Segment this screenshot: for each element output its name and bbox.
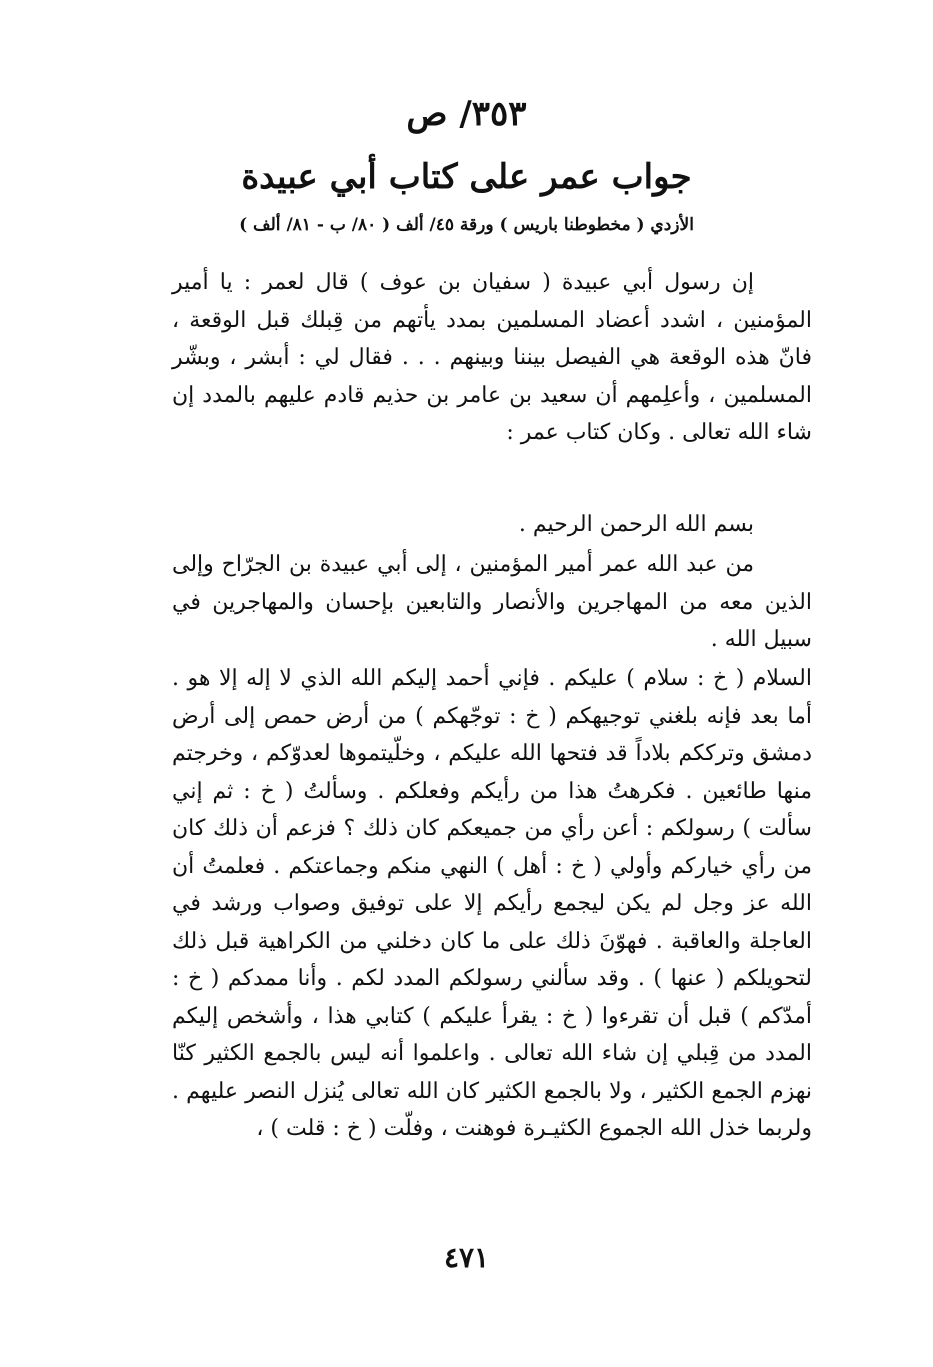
basmala-block — [172, 506, 812, 544]
address-paragraph: من عبد الله عمر أمير المؤمنين ، إلى أبي عبيدة بن الجرّاح وإلى الذين معه من المهاجرين والأنصار والتابعين بإحسان والمهاجرين في سبيل الله . — [172, 552, 812, 652]
source-citation: الأزدي ( مخطوطنا باريس ) ورقة ٤٥/ ألف ( ٨٠/ ب - ٨١/ ألف ) — [239, 215, 694, 235]
document-title: جواب عمر على كتاب أبي عبيدة — [241, 157, 692, 197]
document-number: ٣٥٣/ ص — [406, 94, 527, 134]
intro-paragraph-block — [172, 264, 812, 452]
letter-paragraph: السلام ( خ : سلام ) عليكم . فإني أحمد إليكم الله الذي لا إله إلا هو . أما بعد فإنه بلغني توجيهكم ( خ : توجّهكم ) من أرض حمص إلى أرض دمشق وترككم بلاداً قد فتحها الله عليكم ، وخلّيتموها لعدوّكم ، وخرجتم منها طائعين . فكرهتُ هذا من رأيكم وفعلكم . وسألتُ ( خ : ثم إني سألت ) رسولكم : أعن رأي من جميعكم كان ذلك ؟ فزعم أن ذلك كان من رأي خياركم وأولي ( خ : أهل ) النهي منكم وجماعتكم . فعلمتُ أن الله عز وجل لم يكن ليجمع رأيكم إلا على توفيق وصواب ورشد في العاجلة والعاقبة . فهوّنَ ذلك على ما كان دخلني من الكراهية قبل ذلك لتحويلكم ( عنها ) . وقد سألني رسولكم المدد لكم . وأنا ممدكم ( خ : أمدّكم ) قبل أن تقرءوا ( خ : يقرأ عليكم ) كتابي هذا ، وأشخص إليكم المدد من قِبلي إن شاء الله تعالى . واعلموا أنه ليس بالجمع الكثير كنّا نهزم الجمع الكثير ، ولا بالجمع الكثير كان الله تعالى يُنزل النصر عليهم . ولربما خذل الله الجموع الكثيـرة فوهنت ، وفلّت ( خ : قلت ) ، — [172, 666, 813, 1141]
address-block — [172, 546, 812, 659]
basmala-line: بسم الله الرحمن الرحيم . — [518, 512, 754, 537]
page-number: ٤٧١ — [443, 1241, 490, 1274]
intro-paragraph: إن رسول أبي عبيدة ( سفيان بن عوف ) قال لعمر : يا أمير المؤمنين ، اشدد أعضاد المسلمين بمدد يأتهم من قِبلك قبل الوقعة ، فانّ هذه الوقعة هي الفيصل بيننا وبينهم . . . فقال لي : أبشر ، وبشّر المسلمين ، وأعلِمهم أن سعيد بن عامر بن حذيم قادم عليهم بالمدد إن شاء الله تعالى . وكان كتاب عمر : — [172, 270, 812, 445]
letter-block — [172, 660, 812, 1148]
